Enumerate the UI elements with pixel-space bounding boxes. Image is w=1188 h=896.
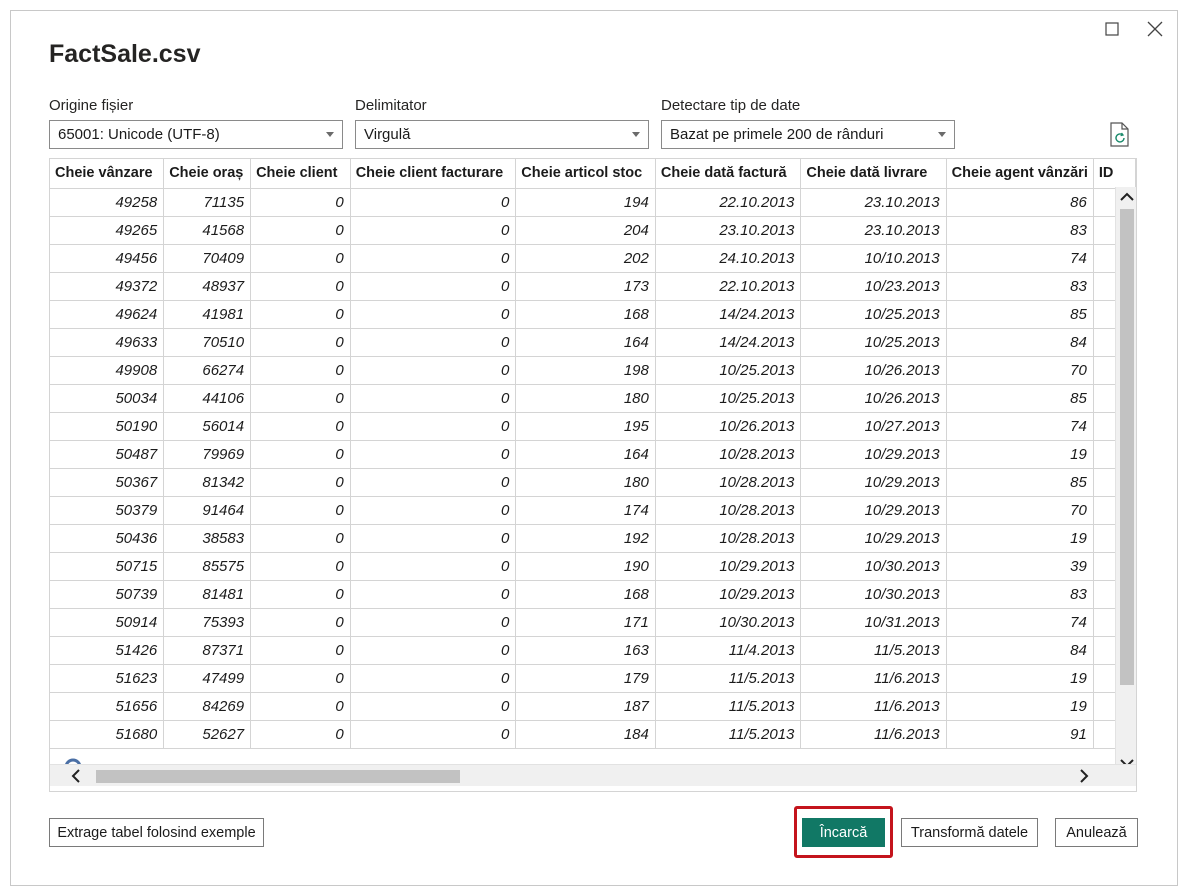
table-row [50, 216, 1136, 244]
table-cell: 49258 [50, 188, 164, 216]
table-cell: 0 [251, 188, 351, 216]
table-cell: 192 [516, 524, 656, 552]
table-cell: 39 [946, 552, 1093, 580]
table-cell: 81342 [164, 468, 251, 496]
table-cell: 74 [946, 244, 1093, 272]
table-cell: 85 [946, 384, 1093, 412]
table-cell: 0 [251, 636, 351, 664]
cancel-button[interactable]: Anulează [1055, 818, 1138, 847]
table-cell: 19 [946, 524, 1093, 552]
table-cell: 10/28.2013 [655, 524, 801, 552]
table-cell: 0 [350, 328, 516, 356]
table-cell: 0 [251, 244, 351, 272]
table-cell: 51656 [50, 692, 164, 720]
table-cell: 173 [516, 272, 656, 300]
table-cell: 180 [516, 468, 656, 496]
table-row [50, 300, 1136, 328]
table-cell: 41981 [164, 300, 251, 328]
table-cell: 70 [946, 496, 1093, 524]
table-cell: 0 [251, 524, 351, 552]
table-cell: 10/28.2013 [655, 468, 801, 496]
table-cell: 174 [516, 496, 656, 524]
table-cell: 14/24.2013 [655, 328, 801, 356]
scroll-up-icon[interactable] [1119, 189, 1135, 205]
scroll-left-icon[interactable] [68, 768, 84, 784]
table-row [50, 328, 1136, 356]
chevron-down-icon [326, 132, 334, 137]
table-cell: 163 [516, 636, 656, 664]
table-cell: 0 [350, 636, 516, 664]
table-cell: 10/30.2013 [655, 608, 801, 636]
table-cell: 75393 [164, 608, 251, 636]
data-type-detection-value: Bazat pe primele 200 de rânduri [670, 126, 884, 143]
table-cell: 0 [251, 412, 351, 440]
table-cell: 50190 [50, 412, 164, 440]
table-row [50, 356, 1136, 384]
table-cell: 10/26.2013 [801, 356, 946, 384]
table-cell: 50367 [50, 468, 164, 496]
table-cell: 79969 [164, 440, 251, 468]
table-cell: 0 [350, 216, 516, 244]
vertical-scrollbar[interactable] [1115, 187, 1137, 773]
table-cell: 48937 [164, 272, 251, 300]
table-row [50, 580, 1136, 608]
table-row [50, 720, 1136, 748]
table-cell: 202 [516, 244, 656, 272]
table-cell: 0 [251, 720, 351, 748]
table-cell: 23.10.2013 [655, 216, 801, 244]
table-cell: 10/30.2013 [801, 552, 946, 580]
table-cell: 0 [350, 272, 516, 300]
table-cell: 187 [516, 692, 656, 720]
table-cell: 0 [350, 244, 516, 272]
table-row [50, 692, 1136, 720]
table-cell: 11/4.2013 [655, 636, 801, 664]
table-cell: 0 [251, 692, 351, 720]
table-row [50, 664, 1136, 692]
table-cell: 11/5.2013 [801, 636, 946, 664]
table-cell: 0 [251, 300, 351, 328]
table-cell: 50914 [50, 608, 164, 636]
preview-table [50, 159, 1136, 749]
table-cell: 0 [350, 664, 516, 692]
table-cell: 10/26.2013 [801, 384, 946, 412]
table-cell: 0 [350, 440, 516, 468]
table-cell: 51426 [50, 636, 164, 664]
table-cell: 0 [251, 552, 351, 580]
table-cell: 66274 [164, 356, 251, 384]
table-cell: 84 [946, 328, 1093, 356]
table-cell: 10/25.2013 [801, 300, 946, 328]
file-origin-value: 65001: Unicode (UTF-8) [58, 126, 220, 143]
table-cell: 0 [350, 356, 516, 384]
refresh-icon[interactable] [1108, 122, 1132, 148]
table-cell: 10/28.2013 [655, 440, 801, 468]
table-cell: 0 [251, 468, 351, 496]
column-header[interactable]: ID [1093, 159, 1135, 188]
table-cell: 51680 [50, 720, 164, 748]
table-cell: 23.10.2013 [801, 188, 946, 216]
table-cell: 0 [251, 440, 351, 468]
table-cell: 84269 [164, 692, 251, 720]
table-cell: 81481 [164, 580, 251, 608]
table-cell: 168 [516, 580, 656, 608]
table-cell: 11/5.2013 [655, 692, 801, 720]
table-cell: 11/5.2013 [655, 720, 801, 748]
table-cell: 22.10.2013 [655, 272, 801, 300]
table-cell: 85 [946, 300, 1093, 328]
table-cell: 168 [516, 300, 656, 328]
table-cell: 10/25.2013 [801, 328, 946, 356]
table-cell: 0 [350, 720, 516, 748]
table-cell: 49633 [50, 328, 164, 356]
extract-table-button[interactable]: Extrage tabel folosind exemple [49, 818, 264, 847]
table-cell: 0 [350, 608, 516, 636]
table-row [50, 440, 1136, 468]
table-cell: 49624 [50, 300, 164, 328]
table-cell: 91 [946, 720, 1093, 748]
table-row [50, 496, 1136, 524]
table-cell: 74 [946, 608, 1093, 636]
preview-grid [49, 158, 1137, 792]
table-row [50, 188, 1136, 216]
table-cell: 19 [946, 664, 1093, 692]
table-cell: 184 [516, 720, 656, 748]
table-cell: 0 [251, 384, 351, 412]
table-cell: 11/6.2013 [801, 720, 946, 748]
table-cell: 70510 [164, 328, 251, 356]
column-header[interactable]: Cheie client facturare [350, 159, 516, 188]
table-cell: 84 [946, 636, 1093, 664]
table-cell: 10/29.2013 [655, 580, 801, 608]
table-cell: 10/29.2013 [655, 552, 801, 580]
table-cell: 164 [516, 440, 656, 468]
column-header[interactable]: Cheie articol stoc [516, 159, 656, 188]
table-cell: 70409 [164, 244, 251, 272]
table-cell: 0 [350, 384, 516, 412]
table-cell: 19 [946, 692, 1093, 720]
data-type-detection-label: Detectare tip de date [661, 97, 801, 114]
table-cell: 50034 [50, 384, 164, 412]
table-cell: 83 [946, 272, 1093, 300]
horizontal-scroll-thumb[interactable] [96, 770, 460, 783]
table-cell: 83 [946, 580, 1093, 608]
table-cell: 10/25.2013 [655, 384, 801, 412]
dialog-title: FactSale.csv [49, 40, 201, 68]
table-cell: 38583 [164, 524, 251, 552]
table-cell: 70 [946, 356, 1093, 384]
table-header-row [50, 159, 1136, 188]
table-cell: 10/25.2013 [655, 356, 801, 384]
chevron-down-icon [938, 132, 946, 137]
table-cell: 11/6.2013 [801, 692, 946, 720]
table-cell: 49265 [50, 216, 164, 244]
column-header[interactable]: Cheie oraș [164, 159, 251, 188]
table-cell: 85575 [164, 552, 251, 580]
table-cell: 49456 [50, 244, 164, 272]
table-cell: 0 [251, 664, 351, 692]
table-cell: 14/24.2013 [655, 300, 801, 328]
table-cell: 52627 [164, 720, 251, 748]
horizontal-scrollbar[interactable] [50, 764, 1137, 786]
table-cell: 0 [350, 188, 516, 216]
transform-data-button[interactable]: Transformă datele [901, 818, 1038, 847]
table-cell: 10/10.2013 [801, 244, 946, 272]
column-header[interactable]: Cheie dată factură [655, 159, 801, 188]
table-cell: 10/29.2013 [801, 468, 946, 496]
delimiter-value: Virgulă [364, 126, 411, 143]
column-header[interactable]: Cheie client [251, 159, 351, 188]
table-cell: 71135 [164, 188, 251, 216]
table-cell: 195 [516, 412, 656, 440]
delimiter-label: Delimitator [355, 97, 427, 114]
table-cell: 171 [516, 608, 656, 636]
table-cell: 0 [350, 524, 516, 552]
table-cell: 10/30.2013 [801, 580, 946, 608]
table-cell: 83 [946, 216, 1093, 244]
table-row [50, 384, 1136, 412]
table-row [50, 608, 1136, 636]
table-cell: 164 [516, 328, 656, 356]
table-cell: 23.10.2013 [801, 216, 946, 244]
table-cell: 0 [251, 608, 351, 636]
table-cell: 50436 [50, 524, 164, 552]
table-cell: 24.10.2013 [655, 244, 801, 272]
table-cell: 86 [946, 188, 1093, 216]
table-row [50, 636, 1136, 664]
data-type-detection-select[interactable] [661, 120, 955, 149]
table-cell: 0 [350, 468, 516, 496]
table-cell: 0 [350, 412, 516, 440]
table-cell: 74 [946, 412, 1093, 440]
table-row [50, 272, 1136, 300]
file-origin-select[interactable] [49, 120, 343, 149]
chevron-down-icon [632, 132, 640, 137]
table-cell: 47499 [164, 664, 251, 692]
table-cell: 87371 [164, 636, 251, 664]
table-cell: 41568 [164, 216, 251, 244]
table-cell: 179 [516, 664, 656, 692]
table-cell: 19 [946, 440, 1093, 468]
table-cell: 0 [350, 552, 516, 580]
table-row [50, 412, 1136, 440]
table-cell: 22.10.2013 [655, 188, 801, 216]
table-cell: 10/29.2013 [801, 440, 946, 468]
table-cell: 49908 [50, 356, 164, 384]
table-cell: 198 [516, 356, 656, 384]
table-cell: 11/5.2013 [655, 664, 801, 692]
table-cell: 204 [516, 216, 656, 244]
table-cell: 10/27.2013 [801, 412, 946, 440]
column-header[interactable]: Cheie agent vânzări [946, 159, 1093, 188]
table-cell: 0 [251, 272, 351, 300]
table-cell: 10/26.2013 [655, 412, 801, 440]
table-cell: 0 [251, 328, 351, 356]
table-cell: 180 [516, 384, 656, 412]
scroll-right-icon[interactable] [1076, 768, 1092, 784]
delimiter-select[interactable] [355, 120, 649, 149]
table-row [50, 468, 1136, 496]
table-row [50, 552, 1136, 580]
table-cell: 0 [350, 496, 516, 524]
table-cell: 44106 [164, 384, 251, 412]
table-cell: 0 [251, 216, 351, 244]
load-button[interactable]: Încarcă [802, 818, 885, 847]
table-cell: 194 [516, 188, 656, 216]
table-cell: 11/6.2013 [801, 664, 946, 692]
table-body [50, 188, 1136, 748]
table-cell: 0 [251, 496, 351, 524]
table-cell: 50487 [50, 440, 164, 468]
table-cell: 0 [350, 300, 516, 328]
table-cell: 49372 [50, 272, 164, 300]
table-cell: 0 [251, 356, 351, 384]
table-cell: 10/29.2013 [801, 524, 946, 552]
table-cell: 85 [946, 468, 1093, 496]
table-cell: 50379 [50, 496, 164, 524]
table-cell: 10/28.2013 [655, 496, 801, 524]
vertical-scroll-thumb[interactable] [1120, 209, 1134, 685]
file-origin-label: Origine fișier [49, 97, 134, 114]
table-cell: 0 [251, 580, 351, 608]
table-cell: 0 [350, 692, 516, 720]
table-cell: 10/29.2013 [801, 496, 946, 524]
table-cell: 91464 [164, 496, 251, 524]
table-cell: 50715 [50, 552, 164, 580]
table-cell: 10/31.2013 [801, 608, 946, 636]
table-row [50, 524, 1136, 552]
table-cell: 51623 [50, 664, 164, 692]
column-header[interactable]: Cheie vânzare [50, 159, 164, 188]
column-header[interactable]: Cheie dată livrare [801, 159, 946, 188]
table-cell: 56014 [164, 412, 251, 440]
table-row [50, 244, 1136, 272]
maximize-icon[interactable] [1101, 18, 1123, 40]
close-icon[interactable] [1144, 18, 1166, 40]
table-cell: 190 [516, 552, 656, 580]
table-cell: 0 [350, 580, 516, 608]
table-cell: 10/23.2013 [801, 272, 946, 300]
table-cell: 50739 [50, 580, 164, 608]
